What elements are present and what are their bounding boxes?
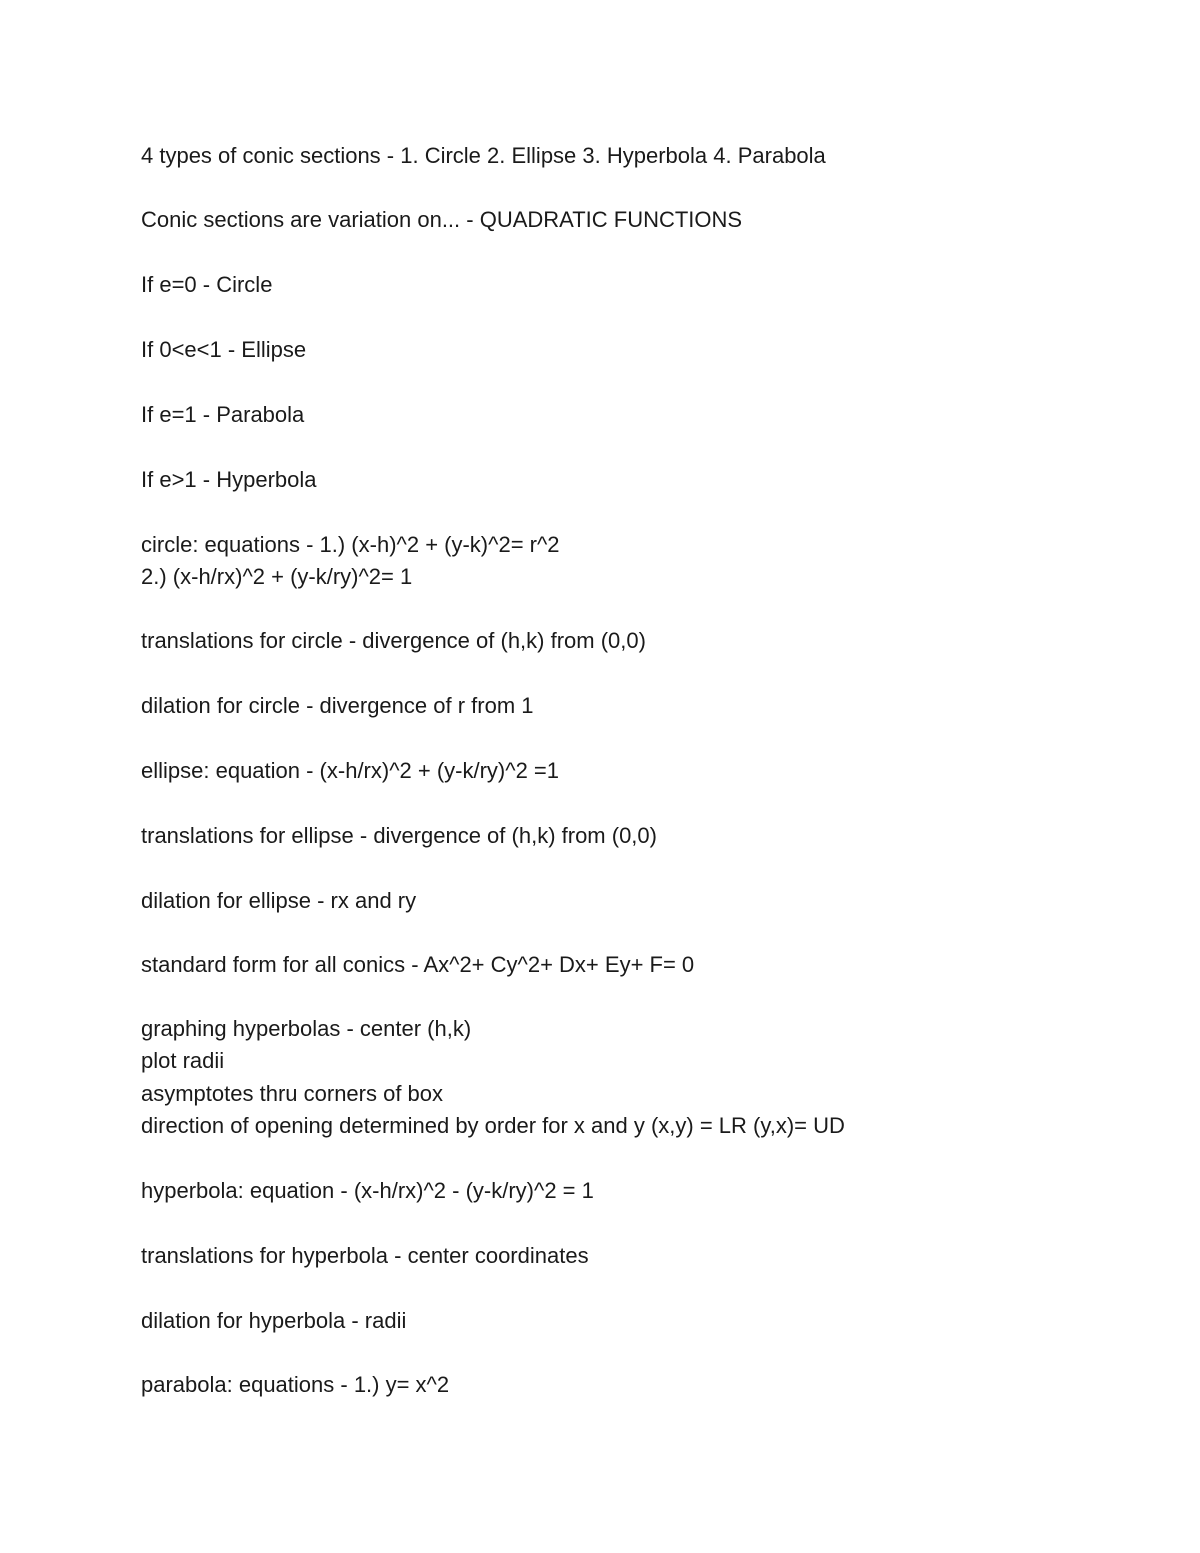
text-line-asymptotes: asymptotes thru corners of box	[141, 1081, 444, 1106]
text-line-ellipse-equation: ellipse: equation - (x-h/rx)^2 + (y-k/ry)^2 =1	[141, 758, 560, 783]
text-line-circle-eq-1: circle: equations - 1.) (x-h)^2 + (y-k)^2= r^2	[141, 532, 560, 557]
text-line-graphing-hyperbolas: graphing hyperbolas - center (h,k)	[141, 1016, 472, 1041]
text-line-e-one: If e=1 - Parabola	[141, 402, 305, 427]
text-line-circle-translations: translations for circle - divergence of (h,k) from (0,0)	[141, 628, 646, 653]
text-line-quadratic: Conic sections are variation on... - QUADRATIC FUNCTIONS	[141, 207, 743, 232]
text-line-hyperbola-equation: hyperbola: equation - (x-h/rx)^2 - (y-k/ry)^2 = 1	[141, 1178, 594, 1203]
text-line-ellipse-translations: translations for ellipse - divergence of (h,k) from (0,0)	[141, 823, 657, 848]
text-line-direction-opening: direction of opening determined by order for x and y (x,y) = LR (y,x)= UD	[141, 1113, 845, 1138]
text-line-hyperbola-dilation: dilation for hyperbola - radii	[141, 1308, 407, 1333]
text-line-parabola-equations: parabola: equations - 1.) y= x^2	[141, 1372, 450, 1397]
text-line-circle-dilation: dilation for circle - divergence of r from 1	[141, 693, 534, 718]
text-line-e-greater: If e>1 - Hyperbola	[141, 467, 317, 492]
text-line-e-zero: If e=0 - Circle	[141, 272, 273, 297]
text-line-circle-eq-2: 2.) (x-h/rx)^2 + (y-k/ry)^2= 1	[141, 564, 413, 589]
text-line-e-between: If 0<e<1 - Ellipse	[141, 337, 307, 362]
text-line-conic-types: 4 types of conic sections - 1. Circle 2. Ellipse 3. Hyperbola 4. Parabola	[141, 143, 826, 168]
text-line-ellipse-dilation: dilation for ellipse - rx and ry	[141, 888, 417, 913]
text-line-hyperbola-translations: translations for hyperbola - center coordinates	[141, 1243, 589, 1268]
text-line-plot-radii: plot radii	[141, 1048, 225, 1073]
text-line-standard-form: standard form for all conics - Ax^2+ Cy^2+ Dx+ Ey+ F= 0	[141, 952, 695, 977]
